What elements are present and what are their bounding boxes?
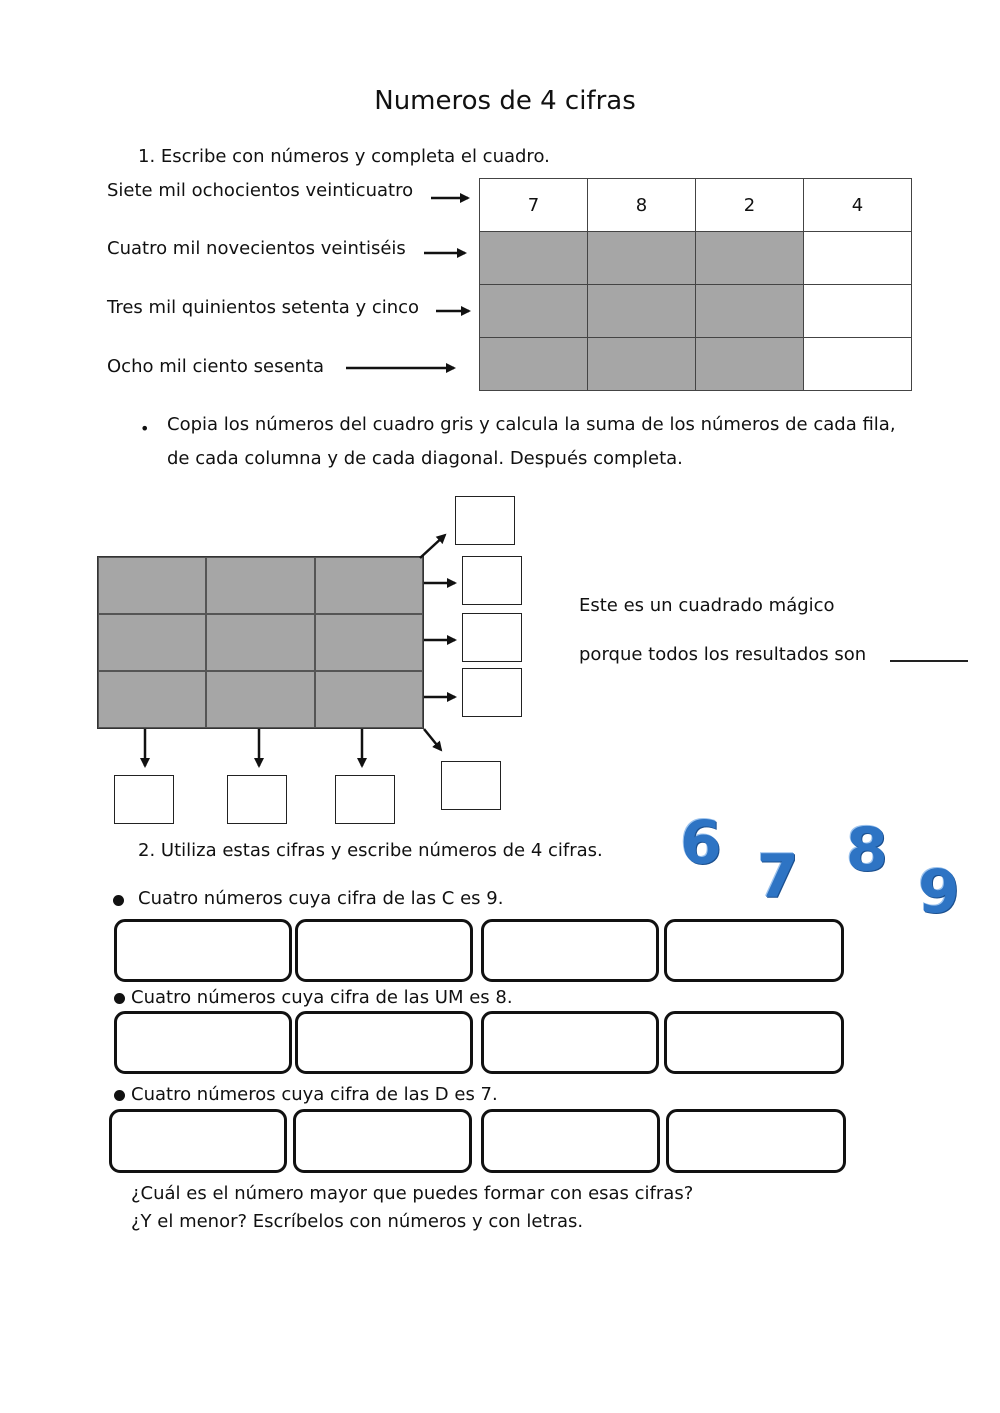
digit-six: 6: [680, 808, 722, 878]
page-title: Numeros de 4 cifras: [374, 86, 636, 116]
bullet-icon: [114, 1090, 125, 1101]
arrow-icon: [420, 535, 445, 558]
table-cell: 4: [804, 179, 912, 232]
magic-text-line-1: Este es un cuadrado mágico: [579, 595, 835, 616]
row-1-label: Siete mil ochocientos veinticuatro: [107, 180, 414, 201]
group-2-label: Cuatro números cuya cifra de las UM es 8.: [131, 987, 513, 1008]
bullet-icon: [113, 895, 124, 906]
answer-box[interactable]: [664, 1011, 844, 1074]
table-cell: 7: [480, 179, 588, 232]
answer-box[interactable]: [481, 919, 659, 982]
arrow-icon: [424, 729, 441, 750]
answer-box[interactable]: [295, 1011, 473, 1074]
answer-box[interactable]: [293, 1109, 472, 1173]
group-1-label: Cuatro números cuya cifra de las C es 9.: [138, 888, 504, 909]
question-line-2: ¿Y el menor? Escríbelos con números y con letras.: [131, 1211, 584, 1232]
table-cell: 8: [588, 179, 696, 232]
answer-box[interactable]: [481, 1011, 659, 1074]
answer-box[interactable]: [114, 919, 292, 982]
row-2-label: Cuatro mil novecientos veintiséis: [107, 238, 406, 259]
magic-text-line-2: porque todos los resultados son: [579, 644, 867, 665]
answer-box[interactable]: [109, 1109, 287, 1173]
exercise-1-instruction: 1. Escribe con números y completa el cuadro.: [138, 146, 550, 167]
bullet-instruction-line-2: de cada columna y de cada diagonal. Después completa.: [167, 448, 683, 469]
answer-box[interactable]: [481, 1109, 660, 1173]
bullet-instruction-line-1: Copia los números del cuadro gris y calcula la suma de los números de cada fila,: [167, 414, 896, 435]
digit-nine: 9: [918, 857, 960, 927]
answer-box[interactable]: [666, 1109, 846, 1173]
row-3-label: Tres mil quinientos setenta y cinco: [107, 297, 420, 318]
answer-box[interactable]: [295, 919, 473, 982]
row-4-label: Ocho mil ciento sesenta: [107, 356, 325, 377]
exercise-2-instruction: 2. Utiliza estas cifras y escribe números de 4 cifras.: [138, 840, 603, 861]
answer-box[interactable]: [114, 1011, 292, 1074]
table-cell: 2: [696, 179, 804, 232]
answer-box[interactable]: [664, 919, 844, 982]
group-3-label: Cuatro números cuya cifra de las D es 7.: [131, 1084, 498, 1105]
bullet-icon: [114, 993, 125, 1004]
digit-eight: 8: [846, 815, 888, 885]
question-line-1: ¿Cuál es el número mayor que puedes formar con esas cifras?: [131, 1183, 694, 1204]
bullet-icon: •: [140, 419, 150, 438]
digit-seven: 7: [757, 842, 799, 912]
